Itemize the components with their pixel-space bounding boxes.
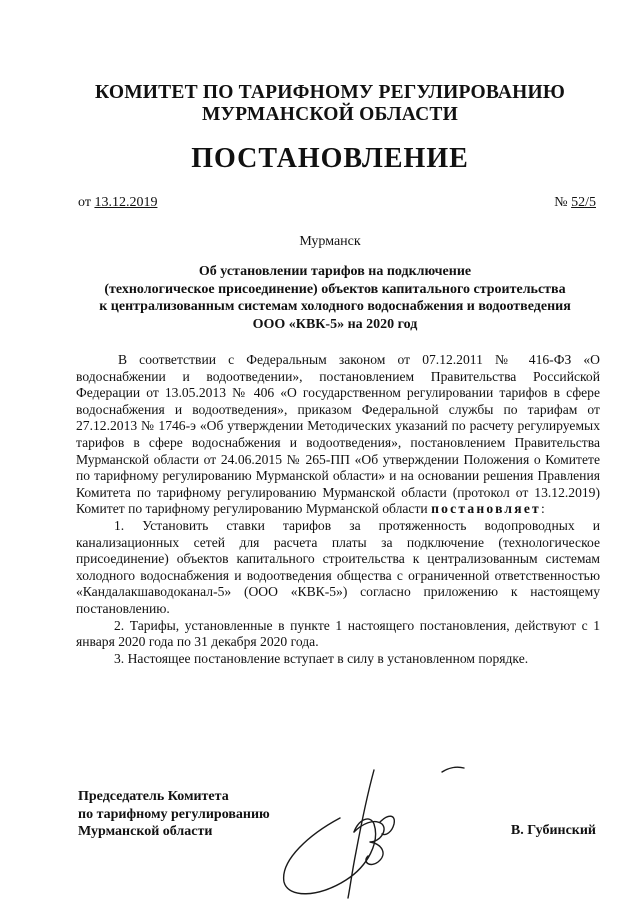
signer-position-line-1: Председатель Комитета [78,789,229,804]
city: Мурманск [299,234,361,249]
signer-position-line-2: по тарифному регулированию [78,806,270,822]
title-line-1: Об установлении тарифов на подключение [198,264,472,279]
handwritten-signature [270,762,500,902]
date-value: 13.12.2019 [94,195,158,210]
list-item [76,651,600,668]
agency-line-1: КОМИТЕТ ПО ТАРИФНОМУ РЕГУЛИРОВАНИЮ [94,82,566,103]
list-item [76,618,600,651]
signer-position [78,788,270,841]
item-text: Установить ставки тарифов за протяженность водопроводных и канализационных сетей для расчета платы за подключение (технологическое присоединение) объектов капитального строительства к централизованным системам холодного водоснабжения и водоотведения общества с ограниченной ответственностью «Кандалакшаводоканал-5» (ООО «КВК-5») согласно приложению к настоящему постановлению. [76,517,600,616]
date-prefix: от [78,195,91,210]
title-line-2: (технологическое присоединение) объектов капитального строительства [104,281,566,297]
agency-line-2: МУРМАНСКОЙ ОБЛАСТИ [202,104,458,125]
item-text: Тарифы, установленные в пункте 1 настоящего постановления, действуют с 1 января 2020 года по 31 декабря 2020 года. [76,617,600,650]
agency-header [60,82,600,126]
signer-name: В. Губинский [510,823,596,838]
preamble-text: В соответствии с Федеральным законом от 07.12.2011 № 416-ФЗ «О водоснабжении и водоотведении», постановлением Правительства Российской Федерации от 13.05.2013 № 406 «О государственном регулировании тарифов в сфере водоснабжения и водоотведения», приказом Федеральной службы по тарифам от 27.12.2013 № 1746-э «Об утверждении Методических указаний по расчету регулируемых тарифов в сфере водоснабжения и водоотведения», постановлением Правительства Мурманской области от 24.06.2015 № 265-ПП «Об утверждении Положения о Комитете по тарифному регулированию Мурманской области» и на основании решения Правления Комитета по тарифному регулированию Мурманской области (протокол от 13.12.2019) Комитет по тарифному регулированию Мурманской области [76,352,600,517]
document-type-heading: ПОСТАНОВЛЕНИЕ [191,143,469,174]
document-date [78,194,163,212]
document-title [70,263,600,333]
title-line-3: к централизованным системам холодного водоснабжения и водоотведения [99,299,571,314]
document-body [76,352,600,667]
signer-position-line-3: Мурманской области [78,824,213,839]
item-number: 1. [114,517,125,533]
list-item [76,518,600,618]
document-number [554,194,596,212]
preamble-paragraph [76,352,600,518]
resolution-verb-colon: : [540,501,545,517]
number-prefix: № [554,195,568,210]
item-number: 2. [114,617,125,633]
number-value: 52/5 [571,195,596,210]
title-line-4: ООО «КВК-5» на 2020 год [252,316,418,332]
item-number: 3. [114,650,125,666]
resolution-verb: постановляет [431,501,541,517]
item-text: Настоящее постановление вступает в силу в установленном порядке. [127,650,529,666]
